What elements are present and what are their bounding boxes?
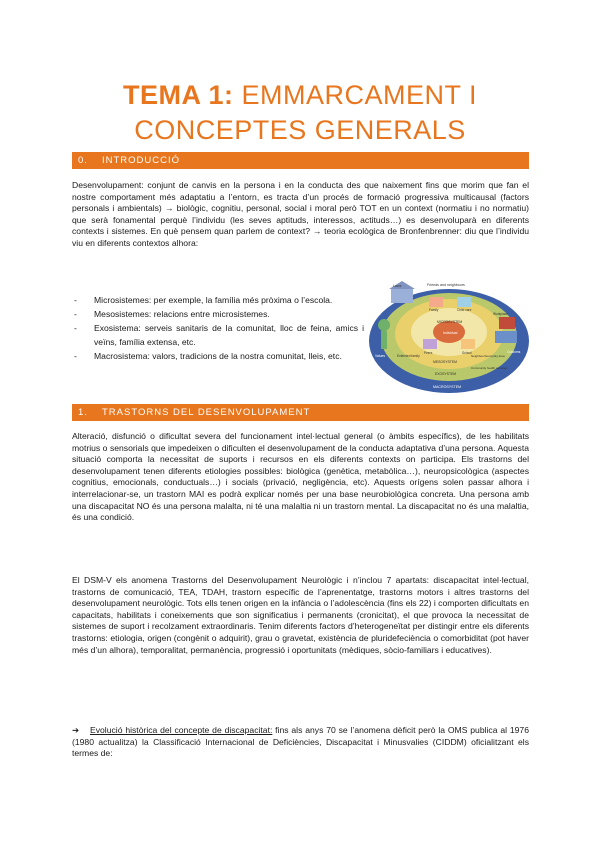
values-statue-icon xyxy=(378,319,390,331)
disorders-paragraph-2: El DSM-V els anomena Trastorns del Desenvolupament Neurològic i n’inclou 7 apartats: discapacitat intel·lectual, trastorns de comunicació, TEA, TDAH, trastorn específic de l’aprenentatge, trastorns motors i altres trastorns del desenvolupament neurològic. Tots ells tenen origen en la infància o l’adolescència (fins els 22) i comporten dificultats en capacitats, habilitats i coneixements que son significatius i permanents (cronicitat), el que provoca la necessitat de sistemes de suport i recolzament extraordinaris. Tenim diferents factors d’heterogeneïtat per distingir entre els diferents trastorns: etiologia, origen (congènit o adquirit), grau o gravetat, existència de pluridefeciència o comorbiditat (pot haver més d’un alhora), temporalitat, permanència, progressió i oportunitats (mèdiques, sòcio-familiars i educatives). xyxy=(72,575,529,655)
title-text-line1: EMMARCAMENT I xyxy=(241,80,478,110)
peers-photo-icon xyxy=(423,339,437,349)
values-statue-body-icon xyxy=(381,331,387,349)
family-photo-icon xyxy=(429,297,443,307)
laws-building-icon xyxy=(391,289,413,303)
school-photo-icon xyxy=(461,339,475,349)
figure-label-extended-family: Extended family xyxy=(397,354,420,358)
list-item-text: Mesosistemes: relacions entre microsistemes. xyxy=(94,308,270,319)
intro-paragraph: Desenvolupament: conjunt de canvis en la persona i en la conducta des que naixement fins que morim que fan el nostre comportament més adaptatiu a l’entorn, es tracta d’un procés de formació progressiva multicausal (factors personals i ambientals) → biològic, cognitiu, personal, social i moral però TOT en un context (normatiu i no normatiu) que serà fonamental perquè l’individu (les seves aptituds, interessos, actituds…) es desenvoluparà en diferents contexts i sistemes. En què pensem quan parlem de context? → teoria ecològica de Bronfenbrenner: diu que l’individu viu en diferents contextos alhora: xyxy=(72,180,529,248)
section-label: TRASTORNS DEL DESENVOLUPAMENT xyxy=(102,407,311,418)
child-care-photo-icon xyxy=(457,297,471,307)
list-item: - Macrosistema: valors, tradicions de la nostra comunitat, lleis, etc. xyxy=(74,350,342,361)
figure-label-laws: Laws xyxy=(393,284,402,288)
list-item: - Mesosistemes: relacions entre microsistemes. xyxy=(74,308,270,319)
evolution-text: fins als anys 70 se l’anomena dèficit però la OMS publica al 1976 (1980 actualitza) la Classificació Internacional de Deficiències, Discapacitat i Minusvalies (CIDDM) oficialitzant els termes de: xyxy=(72,725,529,759)
figure-label-individual: Individual xyxy=(443,331,458,335)
systems-list xyxy=(72,294,364,364)
figure-label-mesosystem: MESOSYSTEM xyxy=(433,360,457,364)
figure-label-community-health: Community health services xyxy=(471,366,508,370)
section-header-trastorns xyxy=(72,404,529,421)
section-header-introduccio xyxy=(72,152,529,169)
figure-label-friends: Friends and neighbours xyxy=(427,283,465,287)
flag-icon xyxy=(499,317,515,329)
figure-label-customs: Customs xyxy=(507,350,521,354)
page-title-line2: CONCEPTES GENERALS xyxy=(134,115,466,145)
evolution-paragraph xyxy=(72,725,529,760)
list-item-text: Exosistema: serveis sanitaris de la comunitat, lloc de feina, amics i veïns, família extensa, etc. xyxy=(94,322,364,347)
title-prefix: TEMA 1: xyxy=(122,80,234,110)
workplace-icon xyxy=(495,331,517,343)
figure-label-neighbourhood: Neighbourhood play area xyxy=(471,354,505,358)
figure-label-microsystem: MICROSYSTEM xyxy=(437,320,463,324)
section-number: 1. xyxy=(78,407,88,418)
figure-label-exosystem: EXOSYSTEM xyxy=(435,372,457,376)
figure-label-workplace: Workplace xyxy=(493,312,508,316)
figure-label-macrosystem: MACROSYSTEM xyxy=(433,385,462,389)
section-number: 0. xyxy=(78,155,88,166)
list-item: - Exosistema: serveis sanitaris de la comunitat, lloc de feina, amics i veïns, família extensa, etc. xyxy=(74,322,364,347)
figure-label-school: School xyxy=(462,351,472,355)
disorders-paragraph-1: Alteració, disfunció o dificultat severa del funcionament intel·lectual general (o àmbits específics), de les habilitats motrius o sensorials que impedeixen o dificulten el desenvolupament de la conducta adaptativa d’una persona. Aquesta situació comporta la necessitat de suports i recursos en els diferents contexts on participa. Els trastorns del desenvolupament tenen diferents etiologies possibles: biològica (genètica, metabòlica…), neuropsicològica (aspectes cognitius, emocionals, conductuals…) i socials (privació, negligència, etc). Aquests orígens solen passar alhora i interrelacionar-se, un trastorn MAI es podrà explicar només per una base neurobiològica concreta. Una persona amb una discapacitat NO és una persona malalta, ni té una malaltia ni un trastorn mental. La discapacitat no és una malaltia, és una condició. xyxy=(72,431,529,523)
page-title-line1 xyxy=(0,77,600,113)
section-label: INTRODUCCIÓ xyxy=(102,155,181,166)
figure-label-values: Values xyxy=(375,354,386,358)
list-item-text: Microsistemes: per exemple, la família més pròxima o l’escola. xyxy=(94,295,333,305)
list-item: - Microsistemes: per exemple, la família més pròxima o l’escola. xyxy=(74,295,333,305)
arrow-right-icon: ➔ xyxy=(72,725,80,735)
bronfenbrenner-diagram xyxy=(367,277,532,395)
list-item-text: Macrosistema: valors, tradicions de la nostra comunitat, lleis, etc. xyxy=(94,350,342,361)
figure-label-child-care: Child care xyxy=(457,308,472,312)
figure-label-family: Family xyxy=(429,308,439,312)
figure-label-peers: Peers xyxy=(424,351,433,355)
evolution-heading: Evolució històrica del concepte de discapacitat: xyxy=(90,725,273,735)
